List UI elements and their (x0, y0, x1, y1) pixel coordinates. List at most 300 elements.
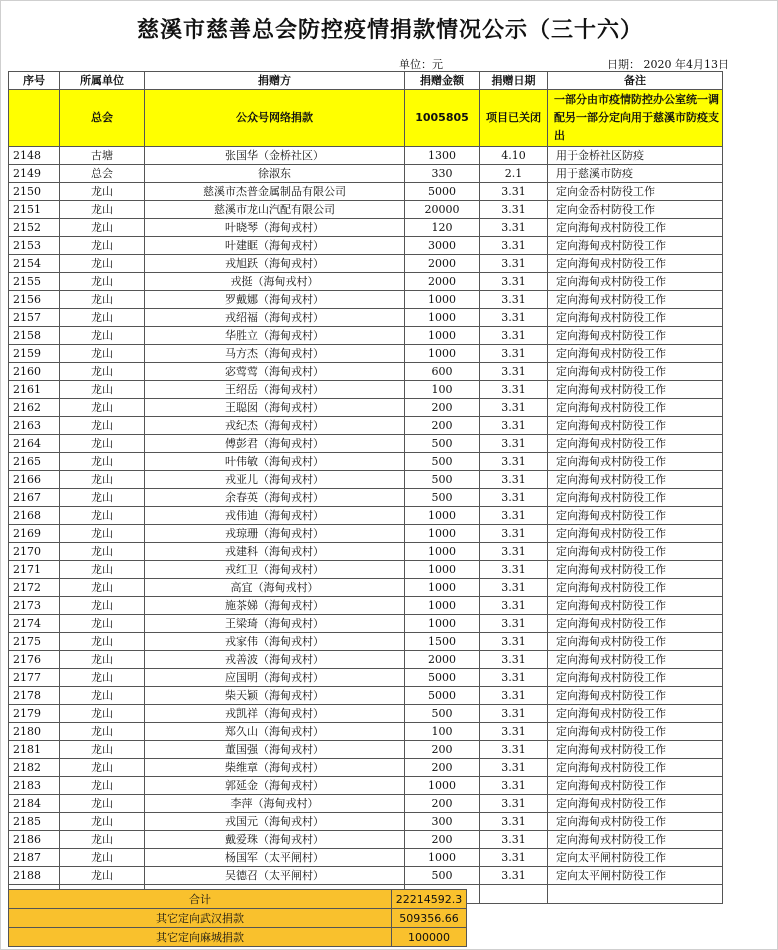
row-donor: 柴维章（海甸戎村） (145, 759, 405, 777)
row-no: 2170 (9, 543, 60, 561)
row-unit: 龙山 (60, 579, 145, 597)
table-row (9, 471, 723, 489)
row-date: 3.31 (480, 255, 548, 273)
row-remark: 定向海甸戎村防役工作 (548, 525, 723, 543)
row-date: 3.31 (480, 219, 548, 237)
row-amount: 200 (405, 417, 480, 435)
row-remark: 定向海甸戎村防役工作 (548, 255, 723, 273)
row-amount: 300 (405, 813, 480, 831)
row-date: 3.31 (480, 759, 548, 777)
summary-row (9, 890, 467, 909)
row-remark: 定向海甸戎村防役工作 (548, 633, 723, 651)
row-date: 3.31 (480, 849, 548, 867)
table-row (9, 453, 723, 471)
row-no: 2174 (9, 615, 60, 633)
row-remark: 用于金桥社区防疫 (548, 147, 723, 165)
row-no: 2161 (9, 381, 60, 399)
row-date: 3.31 (480, 633, 548, 651)
row-remark: 定向海甸戎村防役工作 (548, 381, 723, 399)
row-amount: 3000 (405, 237, 480, 255)
row-no: 2150 (9, 183, 60, 201)
table-row (9, 363, 723, 381)
row-unit: 龙山 (60, 435, 145, 453)
summary-row (9, 909, 467, 928)
row-donor: 戎挺（海甸戎村） (145, 273, 405, 291)
row-date: 3.31 (480, 669, 548, 687)
row-unit: 龙山 (60, 705, 145, 723)
row-donor: 叶建眶（海甸戎村） (145, 237, 405, 255)
row-date: 3.31 (480, 435, 548, 453)
highlight-date: 项目已关闭 (480, 90, 548, 147)
table-row (9, 435, 723, 453)
table-row (9, 507, 723, 525)
table-row (9, 345, 723, 363)
row-date: 3.31 (480, 687, 548, 705)
row-remark: 定向海甸戎村防役工作 (548, 669, 723, 687)
highlight-amount: 1005805 (405, 90, 480, 147)
row-donor: 徐淑东 (145, 165, 405, 183)
row-donor: 李萍（海甸戎村） (145, 795, 405, 813)
table-row (9, 291, 723, 309)
row-amount: 500 (405, 489, 480, 507)
row-amount: 200 (405, 831, 480, 849)
row-date: 3.31 (480, 741, 548, 759)
row-amount: 5000 (405, 687, 480, 705)
row-unit: 龙山 (60, 795, 145, 813)
row-amount: 1000 (405, 615, 480, 633)
row-donor: 戴爱珠（海甸戎村） (145, 831, 405, 849)
header-unit: 所属单位 (60, 72, 145, 90)
row-unit: 龙山 (60, 219, 145, 237)
row-no: 2171 (9, 561, 60, 579)
table-row (9, 867, 723, 885)
row-remark: 定向海甸戎村防役工作 (548, 363, 723, 381)
row-amount: 1000 (405, 777, 480, 795)
table-row (9, 237, 723, 255)
row-amount: 1500 (405, 633, 480, 651)
row-amount: 1300 (405, 147, 480, 165)
row-unit: 龙山 (60, 759, 145, 777)
summary-value: 509356.66 (392, 909, 467, 928)
row-remark: 定向海甸戎村防役工作 (548, 543, 723, 561)
row-remark: 定向海甸戎村防役工作 (548, 777, 723, 795)
table-row (9, 147, 723, 165)
table-row (9, 795, 723, 813)
row-no: 2178 (9, 687, 60, 705)
table-row (9, 741, 723, 759)
row-no: 2164 (9, 435, 60, 453)
row-donor: 马方杰（海甸戎村） (145, 345, 405, 363)
header-date: 捐赠日期 (480, 72, 548, 90)
row-unit: 龙山 (60, 687, 145, 705)
row-donor: 罗戴娜（海甸戎村） (145, 291, 405, 309)
row-no: 2185 (9, 813, 60, 831)
row-no: 2187 (9, 849, 60, 867)
row-remark: 定向海甸戎村防役工作 (548, 507, 723, 525)
row-donor: 戎建科（海甸戎村） (145, 543, 405, 561)
row-date: 3.31 (480, 471, 548, 489)
row-amount: 1000 (405, 507, 480, 525)
table-row (9, 183, 723, 201)
row-amount: 1000 (405, 849, 480, 867)
summary-label: 其它定向武汉捐款 (9, 909, 392, 928)
row-unit: 龙山 (60, 417, 145, 435)
row-donor: 柴天颖（海甸戎村） (145, 687, 405, 705)
row-date: 3.31 (480, 831, 548, 849)
row-no: 2151 (9, 201, 60, 219)
row-remark: 定向海甸戎村防役工作 (548, 417, 723, 435)
row-donor: 叶伟敏（海甸戎村） (145, 453, 405, 471)
row-unit: 龙山 (60, 255, 145, 273)
row-amount: 1000 (405, 345, 480, 363)
row-no: 2163 (9, 417, 60, 435)
row-unit: 龙山 (60, 237, 145, 255)
row-date: 3.31 (480, 237, 548, 255)
row-unit: 龙山 (60, 453, 145, 471)
row-date: 3.31 (480, 813, 548, 831)
row-donor: 戎亚儿（海甸戎村） (145, 471, 405, 489)
row-no: 2183 (9, 777, 60, 795)
row-remark: 定向海甸戎村防役工作 (548, 813, 723, 831)
row-unit: 龙山 (60, 291, 145, 309)
row-date: 3.31 (480, 363, 548, 381)
row-donor: 郭延金（海甸戎村） (145, 777, 405, 795)
header-no: 序号 (9, 72, 60, 90)
row-remark: 定向太平闸村防役工作 (548, 849, 723, 867)
row-date: 3.31 (480, 561, 548, 579)
summary-label: 其它定向麻城捐款 (9, 928, 392, 947)
row-remark: 定向海甸戎村防役工作 (548, 435, 723, 453)
row-no: 2181 (9, 741, 60, 759)
header-donor: 捐赠方 (145, 72, 405, 90)
row-no: 2172 (9, 579, 60, 597)
row-donor: 王聪囡（海甸戎村） (145, 399, 405, 417)
row-donor: 慈溪市杰普金属制品有限公司 (145, 183, 405, 201)
row-amount: 500 (405, 453, 480, 471)
row-remark: 用于慈溪市防疫 (548, 165, 723, 183)
summary-value: 22214592.3 (392, 890, 467, 909)
row-donor: 高宜（海甸戎村） (145, 579, 405, 597)
row-donor: 余春英（海甸戎村） (145, 489, 405, 507)
row-remark: 定向海甸戎村防役工作 (548, 687, 723, 705)
row-unit: 龙山 (60, 543, 145, 561)
table-row (9, 687, 723, 705)
row-unit: 龙山 (60, 615, 145, 633)
row-amount: 1000 (405, 327, 480, 345)
row-amount: 200 (405, 759, 480, 777)
row-unit: 龙山 (60, 327, 145, 345)
row-unit: 龙山 (60, 651, 145, 669)
table-row (9, 849, 723, 867)
row-donor: 华胜立（海甸戎村） (145, 327, 405, 345)
row-amount: 500 (405, 705, 480, 723)
row-donor: 杨国军（太平闸村） (145, 849, 405, 867)
row-date: 3.31 (480, 273, 548, 291)
row-date: 3.31 (480, 381, 548, 399)
table-row (9, 327, 723, 345)
row-date: 3.31 (480, 651, 548, 669)
row-donor: 张国华（金桥社区） (145, 147, 405, 165)
row-amount: 100 (405, 381, 480, 399)
row-no: 2149 (9, 165, 60, 183)
table-row (9, 669, 723, 687)
row-remark: 定向海甸戎村防役工作 (548, 723, 723, 741)
row-remark: 定向海甸戎村防役工作 (548, 741, 723, 759)
row-unit: 龙山 (60, 201, 145, 219)
row-unit: 龙山 (60, 867, 145, 885)
row-no: 2157 (9, 309, 60, 327)
row-donor: 慈溪市龙山汽配有限公司 (145, 201, 405, 219)
table-row (9, 723, 723, 741)
row-no: 2184 (9, 795, 60, 813)
row-no: 2182 (9, 759, 60, 777)
summary-table (8, 889, 467, 947)
row-no: 2152 (9, 219, 60, 237)
donation-table (8, 71, 723, 904)
row-no: 2168 (9, 507, 60, 525)
row-unit: 龙山 (60, 777, 145, 795)
row-date: 3.31 (480, 507, 548, 525)
row-amount: 5000 (405, 183, 480, 201)
row-no: 2156 (9, 291, 60, 309)
table-row (9, 597, 723, 615)
row-amount: 200 (405, 795, 480, 813)
row-amount: 1000 (405, 543, 480, 561)
row-date: 3.31 (480, 777, 548, 795)
highlight-no (9, 90, 60, 147)
row-remark: 定向海甸戎村防役工作 (548, 237, 723, 255)
table-row (9, 615, 723, 633)
row-unit: 龙山 (60, 669, 145, 687)
row-no: 2159 (9, 345, 60, 363)
row-date: 2.1 (480, 165, 548, 183)
row-date: 3.31 (480, 309, 548, 327)
row-amount: 1000 (405, 309, 480, 327)
row-date: 4.10 (480, 147, 548, 165)
highlight-row (9, 90, 723, 147)
table-header-row (9, 72, 723, 90)
row-remark: 定向海甸戎村防役工作 (548, 795, 723, 813)
row-donor: 施茶娣（海甸戎村） (145, 597, 405, 615)
row-remark: 定向海甸戎村防役工作 (548, 579, 723, 597)
row-date: 3.31 (480, 417, 548, 435)
row-amount: 20000 (405, 201, 480, 219)
row-remark: 定向海甸戎村防役工作 (548, 471, 723, 489)
table-row (9, 399, 723, 417)
row-donor: 戎国元（海甸戎村） (145, 813, 405, 831)
unit-label: 单位：元 (399, 58, 443, 71)
row-date: 3.31 (480, 183, 548, 201)
row-amount: 200 (405, 399, 480, 417)
summary-label: 合计 (9, 890, 392, 909)
summary-value: 100000 (392, 928, 467, 947)
row-remark: 定向海甸戎村防役工作 (548, 597, 723, 615)
row-date: 3.31 (480, 615, 548, 633)
row-unit: 龙山 (60, 489, 145, 507)
row-date: 3.31 (480, 579, 548, 597)
row-no: 2176 (9, 651, 60, 669)
row-donor: 戎琼珊（海甸戎村） (145, 525, 405, 543)
table-row (9, 165, 723, 183)
summary-row (9, 928, 467, 947)
row-unit: 龙山 (60, 723, 145, 741)
row-amount: 1000 (405, 579, 480, 597)
row-amount: 1000 (405, 525, 480, 543)
row-date: 3.31 (480, 399, 548, 417)
row-unit: 龙山 (60, 831, 145, 849)
row-remark: 定向海甸戎村防役工作 (548, 219, 723, 237)
table-row (9, 813, 723, 831)
table-row (9, 759, 723, 777)
row-remark: 定向海甸戎村防役工作 (548, 831, 723, 849)
table-row (9, 219, 723, 237)
row-amount: 600 (405, 363, 480, 381)
row-unit: 龙山 (60, 309, 145, 327)
row-remark: 定向海甸戎村防役工作 (548, 453, 723, 471)
highlight-unit: 总会 (60, 90, 145, 147)
row-donor: 宓莺莺（海甸戎村） (145, 363, 405, 381)
row-unit: 龙山 (60, 183, 145, 201)
row-no: 2167 (9, 489, 60, 507)
row-unit: 龙山 (60, 399, 145, 417)
row-no: 2173 (9, 597, 60, 615)
table-row (9, 489, 723, 507)
highlight-remark: 一部分由市疫情防控办公室统一调配另一部分定向用于慈溪市防疫支出 (548, 90, 723, 147)
row-unit: 龙山 (60, 849, 145, 867)
row-remark: 定向海甸戎村防役工作 (548, 759, 723, 777)
row-amount: 500 (405, 471, 480, 489)
table-row (9, 705, 723, 723)
row-donor: 戎绍福（海甸戎村） (145, 309, 405, 327)
row-remark: 定向海甸戎村防役工作 (548, 291, 723, 309)
table-row (9, 201, 723, 219)
row-date: 3.31 (480, 345, 548, 363)
row-no: 2153 (9, 237, 60, 255)
row-no: 2188 (9, 867, 60, 885)
row-unit: 龙山 (60, 633, 145, 651)
row-date: 3.31 (480, 795, 548, 813)
row-unit: 总会 (60, 165, 145, 183)
row-amount: 500 (405, 435, 480, 453)
row-donor: 王绍岳（海甸戎村） (145, 381, 405, 399)
row-date: 3.31 (480, 705, 548, 723)
blank-cell (548, 885, 723, 904)
row-no: 2158 (9, 327, 60, 345)
date-label: 日期： 2020 年4月13日 (607, 58, 729, 71)
row-no: 2169 (9, 525, 60, 543)
table-row (9, 579, 723, 597)
row-remark: 定向海甸戎村防役工作 (548, 327, 723, 345)
row-no: 2179 (9, 705, 60, 723)
row-date: 3.31 (480, 525, 548, 543)
table-row (9, 381, 723, 399)
blank-cell (480, 885, 548, 904)
row-date: 3.31 (480, 543, 548, 561)
row-unit: 龙山 (60, 363, 145, 381)
page-title: 慈溪市慈善总会防控疫情捐款情况公示（三十六） (136, 18, 643, 43)
row-unit: 龙山 (60, 597, 145, 615)
row-donor: 叶晓琴（海甸戎村） (145, 219, 405, 237)
row-unit: 龙山 (60, 525, 145, 543)
row-no: 2148 (9, 147, 60, 165)
row-no: 2177 (9, 669, 60, 687)
table-row (9, 777, 723, 795)
row-unit: 龙山 (60, 381, 145, 399)
row-unit: 龙山 (60, 273, 145, 291)
row-no: 2180 (9, 723, 60, 741)
header-amount: 捐赠金额 (405, 72, 480, 90)
row-donor: 戎凯祥（海甸戎村） (145, 705, 405, 723)
table-row (9, 561, 723, 579)
row-donor: 戎纪杰（海甸戎村） (145, 417, 405, 435)
table-row (9, 651, 723, 669)
row-amount: 1000 (405, 291, 480, 309)
table-row (9, 543, 723, 561)
row-remark: 定向海甸戎村防役工作 (548, 345, 723, 363)
row-amount: 2000 (405, 273, 480, 291)
row-remark: 定向海甸戎村防役工作 (548, 489, 723, 507)
row-unit: 龙山 (60, 561, 145, 579)
row-remark: 定向海甸戎村防役工作 (548, 273, 723, 291)
table-row (9, 633, 723, 651)
header-remark: 备注 (548, 72, 723, 90)
row-no: 2175 (9, 633, 60, 651)
row-remark: 定向海甸戎村防役工作 (548, 309, 723, 327)
row-no: 2166 (9, 471, 60, 489)
row-amount: 5000 (405, 669, 480, 687)
row-donor: 傅彭君（海甸戎村） (145, 435, 405, 453)
row-no: 2160 (9, 363, 60, 381)
row-amount: 100 (405, 723, 480, 741)
row-amount: 2000 (405, 255, 480, 273)
row-date: 3.31 (480, 327, 548, 345)
row-date: 3.31 (480, 723, 548, 741)
row-amount: 1000 (405, 597, 480, 615)
row-date: 3.31 (480, 489, 548, 507)
table-row (9, 525, 723, 543)
row-donor: 戎红卫（海甸戎村） (145, 561, 405, 579)
row-donor: 董国强（海甸戎村） (145, 741, 405, 759)
row-no: 2154 (9, 255, 60, 273)
row-amount: 330 (405, 165, 480, 183)
row-date: 3.31 (480, 201, 548, 219)
row-unit: 龙山 (60, 471, 145, 489)
row-unit: 龙山 (60, 741, 145, 759)
row-amount: 500 (405, 867, 480, 885)
row-amount: 1000 (405, 561, 480, 579)
row-no: 2155 (9, 273, 60, 291)
row-remark: 定向海甸戎村防役工作 (548, 561, 723, 579)
row-unit: 龙山 (60, 345, 145, 363)
row-date: 3.31 (480, 453, 548, 471)
row-donor: 应国明（海甸戎村） (145, 669, 405, 687)
row-donor: 吴德召（太平闸村） (145, 867, 405, 885)
row-remark: 定向太平闸村防役工作 (548, 867, 723, 885)
row-donor: 郑久山（海甸戎村） (145, 723, 405, 741)
table-row (9, 309, 723, 327)
table-row (9, 255, 723, 273)
row-remark: 定向海甸戎村防役工作 (548, 705, 723, 723)
row-donor: 戎伟迪（海甸戎村） (145, 507, 405, 525)
row-donor: 王梁琦（海甸戎村） (145, 615, 405, 633)
highlight-donor: 公众号网络捐款 (145, 90, 405, 147)
row-unit: 龙山 (60, 813, 145, 831)
row-donor: 戎善波（海甸戎村） (145, 651, 405, 669)
row-amount: 200 (405, 741, 480, 759)
row-remark: 定向金岙村防役工作 (548, 201, 723, 219)
row-no: 2165 (9, 453, 60, 471)
row-unit: 龙山 (60, 507, 145, 525)
